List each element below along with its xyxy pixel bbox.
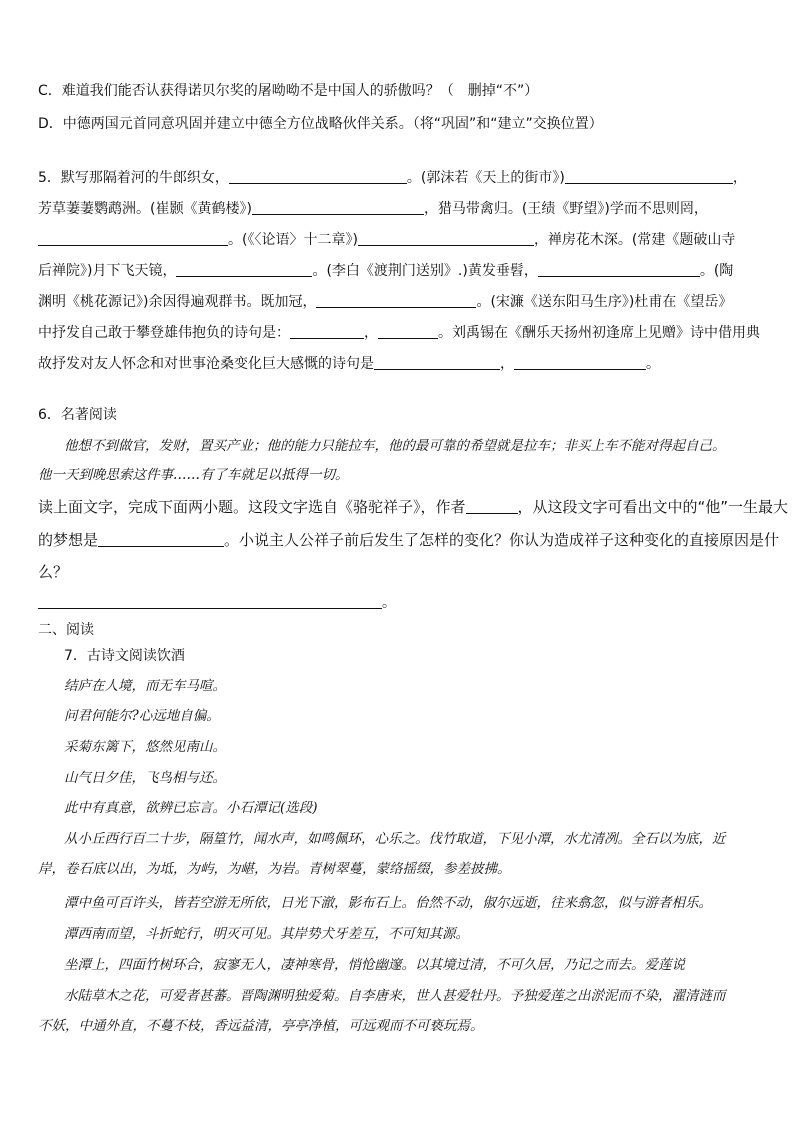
answer-blank[interactable]: [38, 231, 228, 246]
answer-blank[interactable]: [316, 293, 476, 308]
answer-blank[interactable]: [229, 169, 407, 184]
q5-text: ，: [364, 325, 378, 341]
q6-text: 。: [382, 595, 396, 611]
answer-blank[interactable]: [98, 532, 224, 547]
q5-text: ，禅房花木深。(常建《题破山寺: [533, 232, 736, 248]
q5-text: 渊明《桃花源记》)余因得遍观群书。既加冠，: [38, 294, 317, 310]
answer-blank[interactable]: [176, 262, 312, 277]
prose-line: 不妖，中通外直，不蔓不枝，香远益清，亭亭净植，可远观而不可亵玩焉。: [38, 1018, 484, 1034]
q5-text: 5．默写那隔着河的牛郎织女，: [38, 170, 229, 186]
q5-text: 芳草萋萋鹦鹉洲。(崔颢《黄鹤楼》): [38, 201, 252, 217]
q5-text: ，: [500, 356, 514, 372]
q5-line-2: [38, 199, 708, 219]
q5-text: 。(郭沫若《天上的街市》): [406, 170, 565, 186]
q6-answer-line: [38, 593, 396, 613]
q5-text: 后禅院》)月下飞天镜，: [38, 263, 177, 279]
answer-blank[interactable]: [374, 355, 500, 370]
poem-line: 问君何能尔?心远地自偏。: [64, 708, 220, 724]
answer-blank[interactable]: [538, 262, 700, 277]
q5-line-4: [38, 261, 733, 281]
prose-line: 从小丘西行百二十步，隔篁竹，闻水声，如鸣佩环，心乐之。伐竹取道，下见小潭，水尤清冽。全石以为底，近: [64, 831, 726, 847]
q6-text: 的梦想是: [38, 531, 99, 549]
q6-quote-line-1: 他想不到做官，发财，置买产业；他的能力只能拉车，他的最可靠的希望就是拉车；非买上车不能对得起自己。: [64, 438, 726, 454]
answer-blank[interactable]: [565, 169, 733, 184]
q6-prompt-line-3: 么？: [38, 563, 69, 581]
prose-line: 潭中鱼可百许头，皆若空游无所依，日光下澈，影布石上。佁然不动，俶尔远逝，往来翕忽，似与游者相乐。: [64, 895, 712, 911]
q5-text: 。(陶: [699, 263, 734, 279]
q5-text: 。: [646, 356, 660, 372]
q5-text: ，: [732, 170, 747, 186]
q5-line-6: [38, 323, 760, 343]
section-heading: 二、阅读: [38, 622, 94, 638]
poem-line: 山气日夕佳，飞鸟相与还。: [64, 770, 226, 786]
answer-blank[interactable]: [466, 499, 518, 514]
prose-line: 坐潭上，四面竹树环合，寂寥无人，凄神寒骨，悄怆幽邃。以其境过清，不可久居，乃记之而去。爱莲说: [64, 957, 685, 973]
poem-line: 结庐在人境，而无车马喧。: [64, 678, 226, 694]
q5-line-7: [38, 354, 660, 374]
answer-blank[interactable]: [290, 324, 364, 339]
q6-prompt-line-2: [38, 530, 779, 550]
prose-line: 潭西南而望，斗折蛇行，明灭可见。其岸势犬牙差互，不可知其源。: [64, 926, 469, 942]
poem-line: 此中有真意，欲辨已忘言。小石潭记(选段): [64, 800, 318, 816]
answer-blank[interactable]: [38, 594, 382, 609]
answer-blank[interactable]: [252, 200, 424, 215]
answer-blank[interactable]: [514, 355, 646, 370]
q5-text: 中抒发自己敢于攀登雄伟抱负的诗句是：: [38, 325, 290, 341]
q5-text: 。(宋濂《送东阳马生序》)杜甫在《望岳》: [476, 294, 733, 310]
q6-text: 。小说主人公祥子前后发生了怎样的变化？你认为造成祥子这种变化的直接原因是什: [224, 531, 780, 549]
q7-title: 7．古诗文阅读饮酒: [64, 648, 185, 664]
q6-quote-line-2: 他一天到晚思索这件事……有了车就足以抵得一切。: [38, 467, 349, 483]
q6-title: 6．名著阅读: [38, 407, 117, 423]
prose-line: 岸，卷石底以出，为坻，为屿，为嵁，为岩。青树翠蔓，蒙络摇缀，参差披拂。: [38, 861, 511, 877]
q5-text: 故抒发对友人怀念和对世事沧桑变化巨大感慨的诗句是: [38, 356, 374, 372]
answer-blank[interactable]: [378, 324, 438, 339]
poem-line: 采菊东篱下，悠然见南山。: [64, 739, 226, 755]
prose-line: 水陆草木之花，可爱者甚蕃。晋陶渊明独爱菊。自李唐来，世人甚爱牡丹。予独爱莲之出淤泥而不染，濯清涟而: [64, 988, 726, 1004]
q6-text: ，从这段文字可看出文中的“他”一生最大: [517, 498, 789, 516]
q5-line-5: [38, 292, 732, 312]
q5-text: 。(《〈论语〉十二章》): [228, 232, 358, 248]
q5-text: 。(李白《渡荆门送别》.)黄发垂髫，: [312, 263, 538, 279]
q5-text: 。刘禹锡在《酬乐天扬州初逢席上见赠》诗中借用典: [438, 325, 760, 341]
option-d: D．中德两国元首同意巩固并建立中德全方位战略伙伴关系。（将“巩固”和“建立”交换位置）: [38, 116, 603, 132]
q5-text: ，猎马带禽归。(王绩《野望》)学而不思则罔，: [423, 201, 708, 217]
q6-prompt-line-1: [38, 497, 788, 517]
q5-line-1: [38, 168, 747, 188]
q6-text: 读上面文字，完成下面两小题。这段文字选自《骆驼祥子》，作者: [38, 498, 466, 516]
q5-line-3: [38, 230, 735, 250]
answer-blank[interactable]: [358, 231, 534, 246]
option-c: C．难道我们能否认获得诺贝尔奖的屠呦呦不是中国人的骄傲吗？（ 删掉“不”）: [38, 83, 539, 99]
